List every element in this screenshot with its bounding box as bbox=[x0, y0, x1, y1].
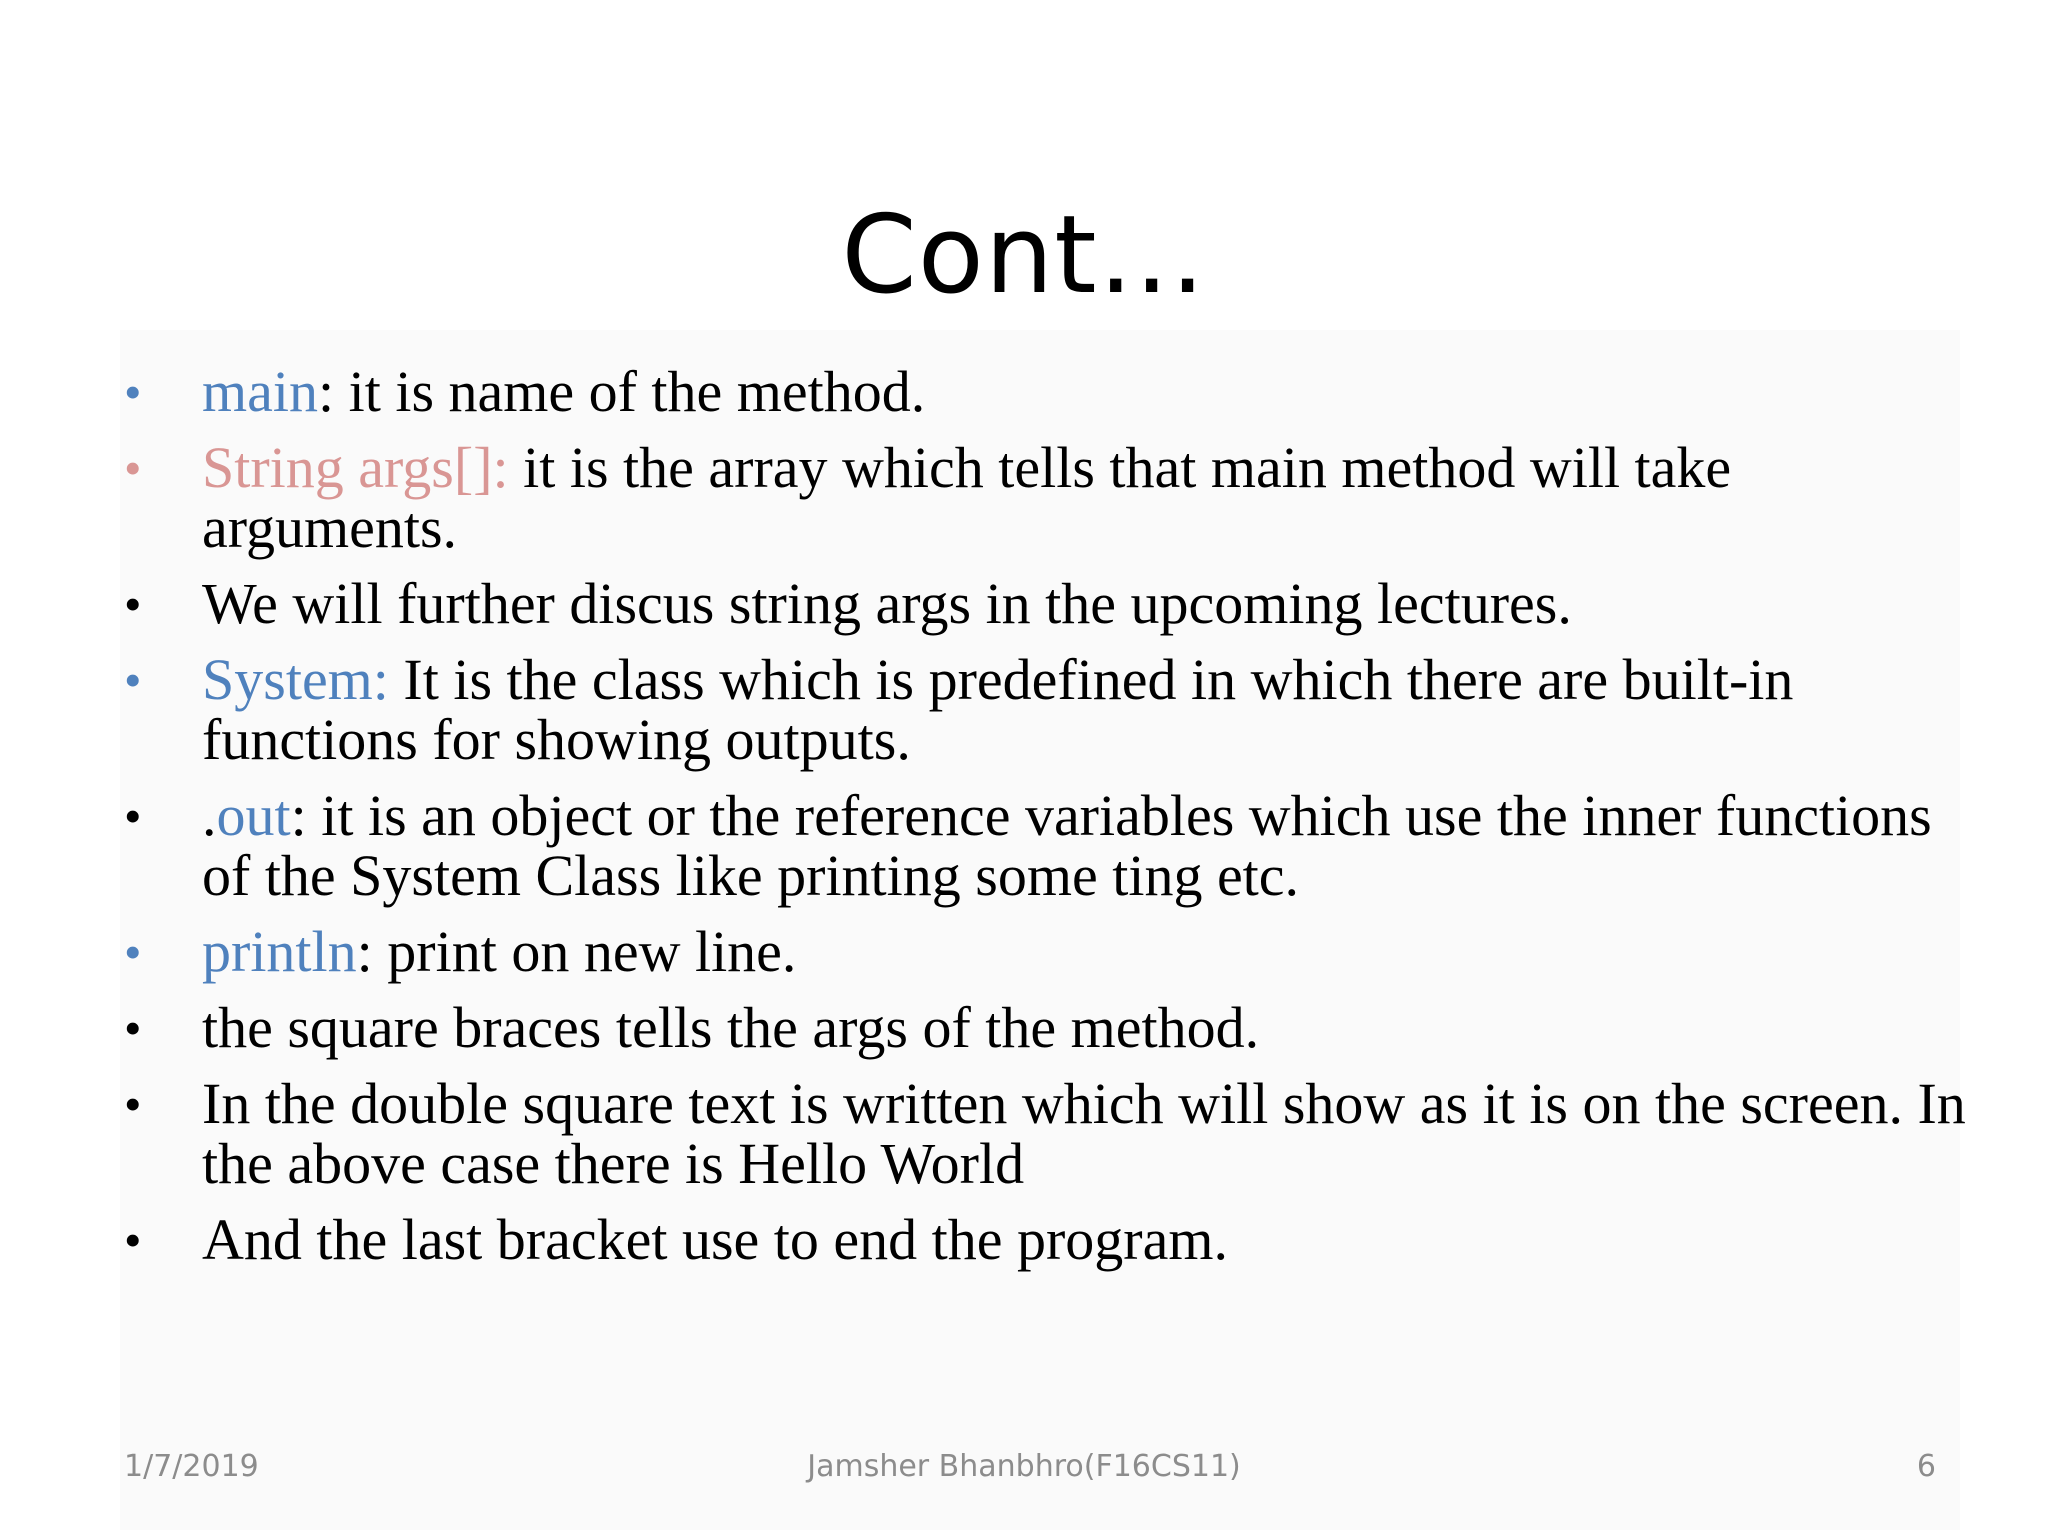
bullet-text: We will further discus string args in the upcoming lectures. bbox=[202, 571, 1572, 636]
bullet-dot-icon: • bbox=[124, 440, 142, 496]
bullet-text: the square braces tells the args of the method. bbox=[202, 995, 1260, 1060]
keyword-main: main bbox=[202, 359, 318, 424]
bullet-dot-icon: • bbox=[124, 652, 142, 708]
bullet-item-println bbox=[120, 919, 1980, 984]
bullet-item-system bbox=[120, 647, 1980, 772]
bullet-text: : it is an object or the reference variables which use the inner functions of the System Class like printing some ting etc. bbox=[202, 783, 1932, 908]
bullet-text: And the last bracket use to end the program. bbox=[202, 1207, 1228, 1272]
bullet-dot-icon: • bbox=[124, 788, 142, 844]
bullet-item-square-braces bbox=[120, 995, 1980, 1060]
bullet-text: : it is name of the method. bbox=[317, 359, 926, 424]
bullet-item-main bbox=[120, 359, 1980, 424]
bullet-item-out bbox=[120, 783, 1980, 908]
bullet-dot-icon: • bbox=[124, 1076, 142, 1132]
keyword-println: println bbox=[202, 919, 357, 984]
bullet-list bbox=[120, 359, 1980, 1286]
bullet-text: In the double square text is written which will show as it is on the screen. In the above case there is Hello World bbox=[202, 1071, 1966, 1196]
bullet-item-last-bracket bbox=[120, 1207, 1980, 1272]
bullet-text: : print on new line. bbox=[356, 919, 797, 984]
footer-author: Jamsher Bhanbhro(F16CS11) bbox=[807, 1449, 1241, 1484]
footer-date: 1/7/2019 bbox=[124, 1449, 259, 1484]
bullet-item-further-discussion bbox=[120, 571, 1980, 636]
bullet-dot-icon: • bbox=[124, 364, 142, 420]
keyword-system: System: bbox=[202, 647, 389, 712]
keyword-string-args: String args[]: bbox=[202, 435, 509, 500]
bullet-dot-icon: • bbox=[124, 1212, 142, 1268]
bullet-item-double-square bbox=[120, 1071, 1980, 1196]
bullet-dot-icon: • bbox=[124, 924, 142, 980]
bullet-item-string-args bbox=[120, 435, 1980, 560]
footer-page-number: 6 bbox=[1916, 1449, 1936, 1484]
slide-title: Cont… bbox=[841, 193, 1207, 319]
bullet-dot-icon: • bbox=[124, 576, 142, 632]
bullet-text: it is the array which tells that main method will take arguments. bbox=[202, 435, 1732, 560]
keyword-prefix: . bbox=[202, 783, 217, 848]
bullet-dot-icon: • bbox=[124, 1000, 142, 1056]
bullet-text: It is the class which is predefined in which there are built-in functions for showing outputs. bbox=[202, 647, 1794, 772]
keyword-out: out bbox=[216, 783, 291, 848]
